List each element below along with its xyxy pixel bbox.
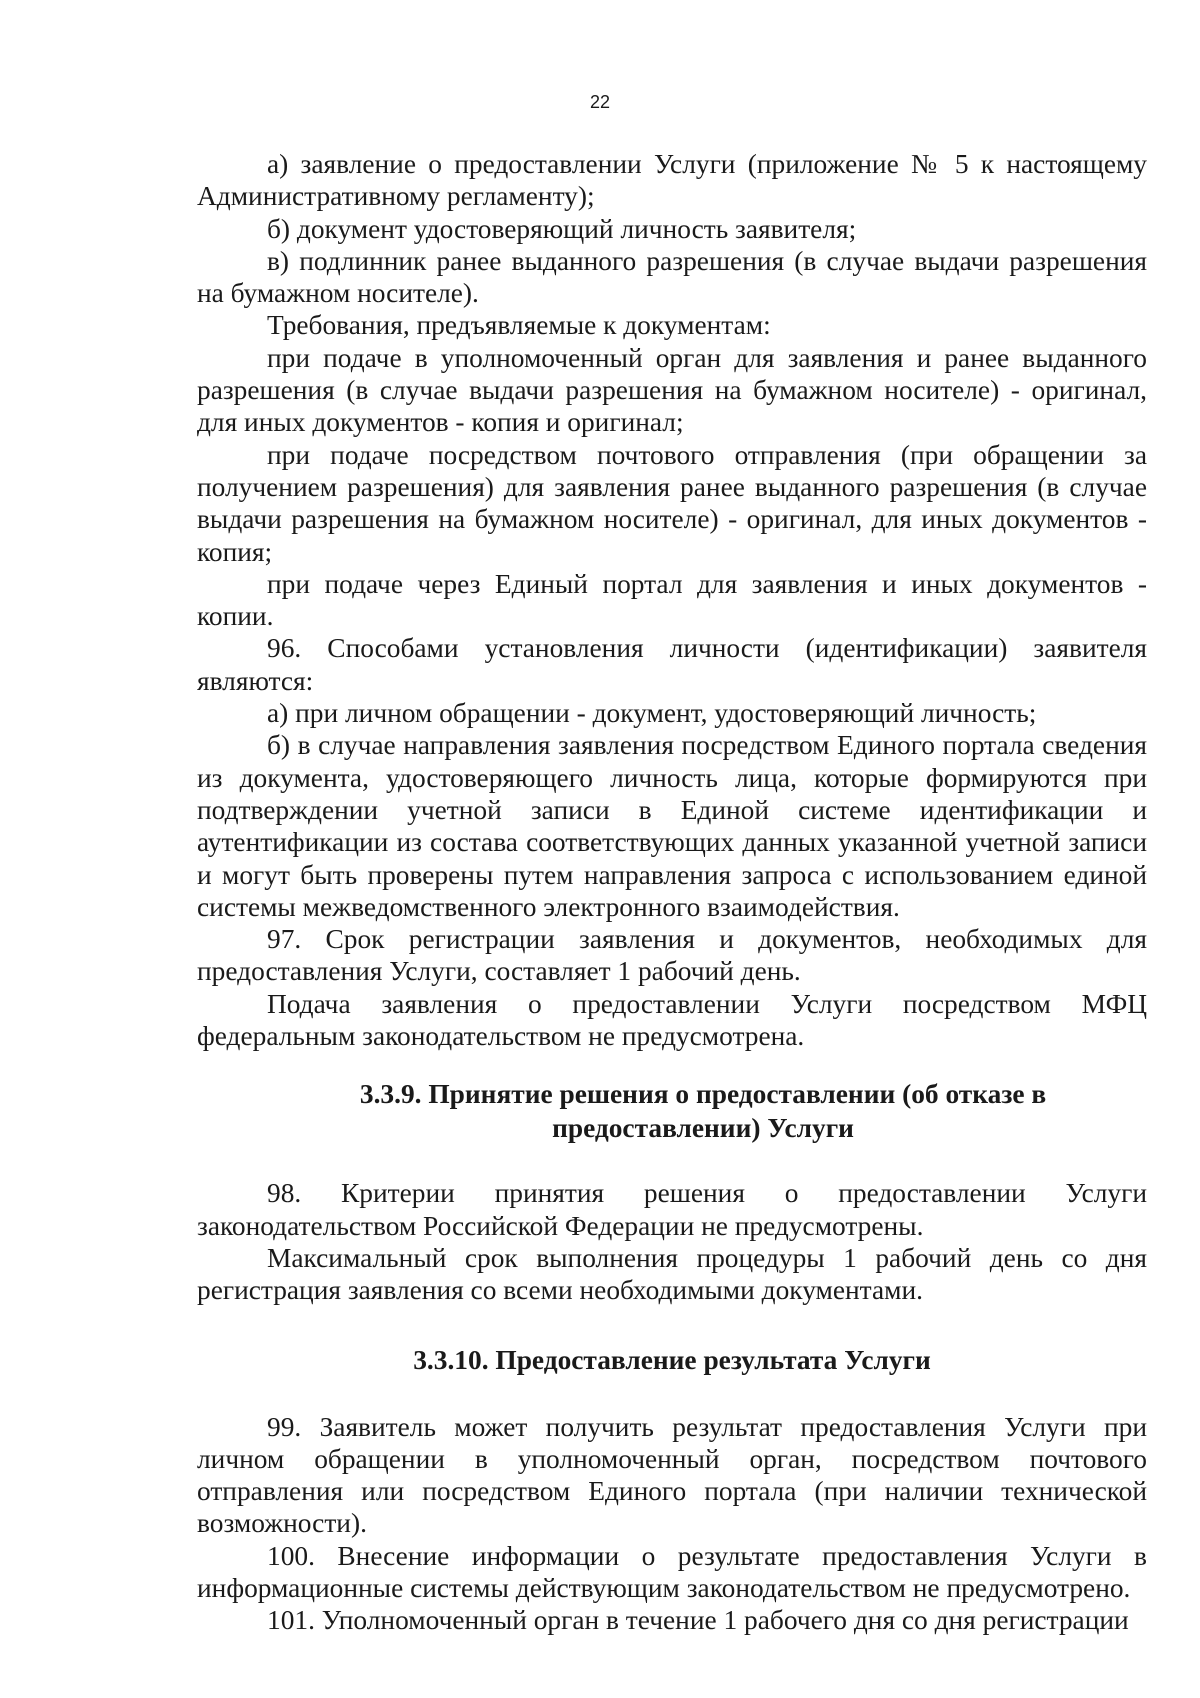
paragraph: б) в случае направления заявления посредством Единого портала сведения из документа, удостоверяющего личность лица, которые формируются при подтверждении учетной записи в Единой системе идентификации и аутентификации из состава соответствующих данных указанной учетной записи и могут быть проверены путем направления запроса с использованием единой системы межведомственного электронного взаимодействия.	[197, 730, 1147, 922]
paragraph: при подаче посредством почтового отправления (при обращении за получением разрешения) для заявления ранее выданного разрешения (в случае выдачи разрешения на бумажном носителе) - оригинал, для иных документов - копия;	[197, 439, 1147, 567]
paragraph: а) при личном обращении - документ, удостоверяющий личность;	[267, 698, 1037, 729]
document-body	[197, 148, 1147, 1637]
section-heading-3-3-10: 3.3.10. Предоставление результата Услуги	[413, 1344, 931, 1375]
paragraph: 97. Срок регистрации заявления и документов, необходимых для предоставления Услуги, составляет 1 рабочий день.	[197, 924, 1147, 987]
paragraph: при подаче через Единый портал для заявления и иных документов - копии.	[197, 568, 1147, 632]
paragraph: 101. Уполномоченный орган в течение 1 рабочего дня со дня регистрации	[267, 1605, 1129, 1636]
paragraph: 99. Заявитель может получить результат предоставления Услуги при личном обращении в уполномоченный орган, посредством почтового отправления или посредством Единого портала (при наличии технической возможности).	[197, 1411, 1147, 1539]
paragraph: 98. Критерии принятия решения о предоставлении Услуги законодательством Российской Федерации не предусмотрены.	[197, 1178, 1147, 1241]
paragraph: Подача заявления о предоставлении Услуги посредством МФЦ федеральным законодательством не предусмотрена.	[197, 988, 1147, 1052]
paragraph: в) подлинник ранее выданного разрешения (в случае выдачи разрешения на бумажном носителе).	[197, 245, 1147, 309]
section-heading-3-3-9: 3.3.9. Принятие решения о предоставлении (об отказе в предоставлении) Услуги	[359, 1079, 1047, 1144]
paragraph: 100. Внесение информации о результате предоставления Услуги в информационные системы действующим законодательством не предусмотрено.	[197, 1540, 1147, 1603]
paragraph: Максимальный срок выполнения процедуры 1 рабочий день со дня регистрация заявления со всеми необходимыми документами.	[197, 1242, 1147, 1306]
paragraph: а) заявление о предоставлении Услуги (приложение № 5 к настоящему Административному регламенту);	[197, 149, 1147, 212]
paragraph: при подаче в уполномоченный орган для заявления и ранее выданного разрешения (в случае выдачи разрешения на бумажном носителе) - оригинал, для иных документов - копия и оригинал;	[197, 342, 1147, 438]
paragraph: б) документ удостоверяющий личность заявителя;	[267, 213, 857, 244]
paragraph: 96. Способами установления личности (идентификации) заявителя являются:	[197, 633, 1147, 696]
page-number: 22	[589, 92, 611, 112]
paragraph: Требования, предъявляемые к документам:	[267, 310, 771, 341]
